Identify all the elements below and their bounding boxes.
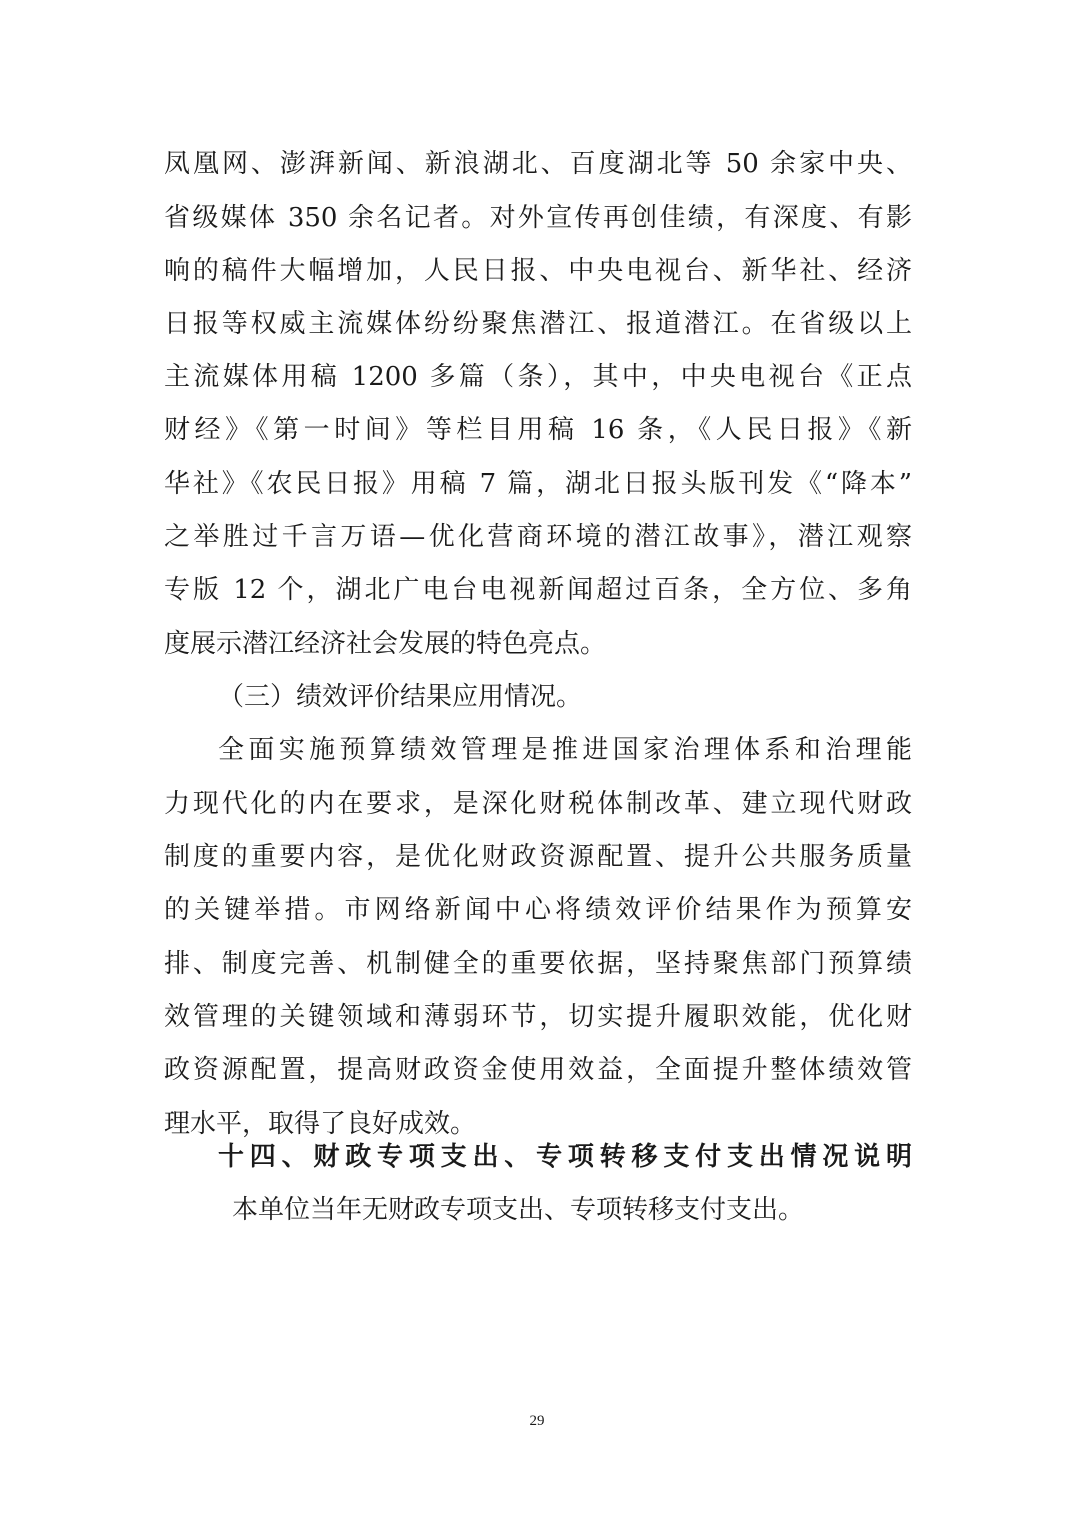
paragraph-line: 政资源配置，提高财政资金使用效益，全面提升整体绩效管 — [164, 1055, 912, 1085]
paragraph-line: 响的稿件大幅增加，人民日报、中央电视台、新华社、经济 — [164, 256, 912, 286]
paragraph-line: 的关键举措。市网络新闻中心将绩效评价结果作为预算安 — [164, 895, 912, 925]
section-heading: 十四、财政专项支出、专项转移支付支出情况说明 — [218, 1142, 912, 1172]
subheading: （三）绩效评价结果应用情况。 — [218, 682, 583, 712]
section-body: 本单位当年无财政专项支出、专项转移支付支出。 — [232, 1195, 805, 1225]
paragraph-line: 日报等权威主流媒体纷纷聚焦潜江、报道潜江。在省级以上 — [164, 309, 912, 339]
paragraph-line: 度展示潜江经济社会发展的特色亮点。 — [164, 629, 607, 659]
paragraph-line: 省级媒体 350 余名记者。对外宣传再创佳绩，有深度、有影 — [164, 203, 912, 233]
paragraph-line: 华社》《农民日报》用稿 7 篇，湖北日报头版刊发《“降本” — [164, 469, 912, 499]
paragraph-line: 排、制度完善、机制健全的重要依据，坚持聚焦部门预算绩 — [164, 949, 912, 979]
paragraph-line: 财经》《第一时间》等栏目用稿 16 条，《人民日报》《新 — [164, 415, 912, 445]
paragraph-line: 全面实施预算绩效管理是推进国家治理体系和治理能 — [218, 735, 912, 765]
paragraph-line: 凤凰网、澎湃新闻、新浪湖北、百度湖北等 50 余家中央、 — [164, 149, 912, 179]
paragraph-line: 理水平，取得了良好成效。 — [164, 1109, 477, 1139]
paragraph-line: 效管理的关键领域和薄弱环节，切实提升履职效能，优化财 — [164, 1002, 912, 1032]
paragraph-line: 力现代化的内在要求，是深化财税体制改革、建立现代财政 — [164, 789, 912, 819]
paragraph-line: 专版 12 个，湖北广电台电视新闻超过百条，全方位、多角 — [164, 575, 912, 605]
paragraph-line: 之举胜过千言万语—优化营商环境的潜江故事》，潜江观察 — [164, 522, 912, 552]
paragraph-line: 主流媒体用稿 1200 多篇（条），其中，中央电视台《正点 — [164, 362, 912, 392]
paragraph-line: 制度的重要内容，是优化财政资源配置、提升公共服务质量 — [164, 842, 912, 872]
page-number: 29 — [529, 1413, 545, 1429]
